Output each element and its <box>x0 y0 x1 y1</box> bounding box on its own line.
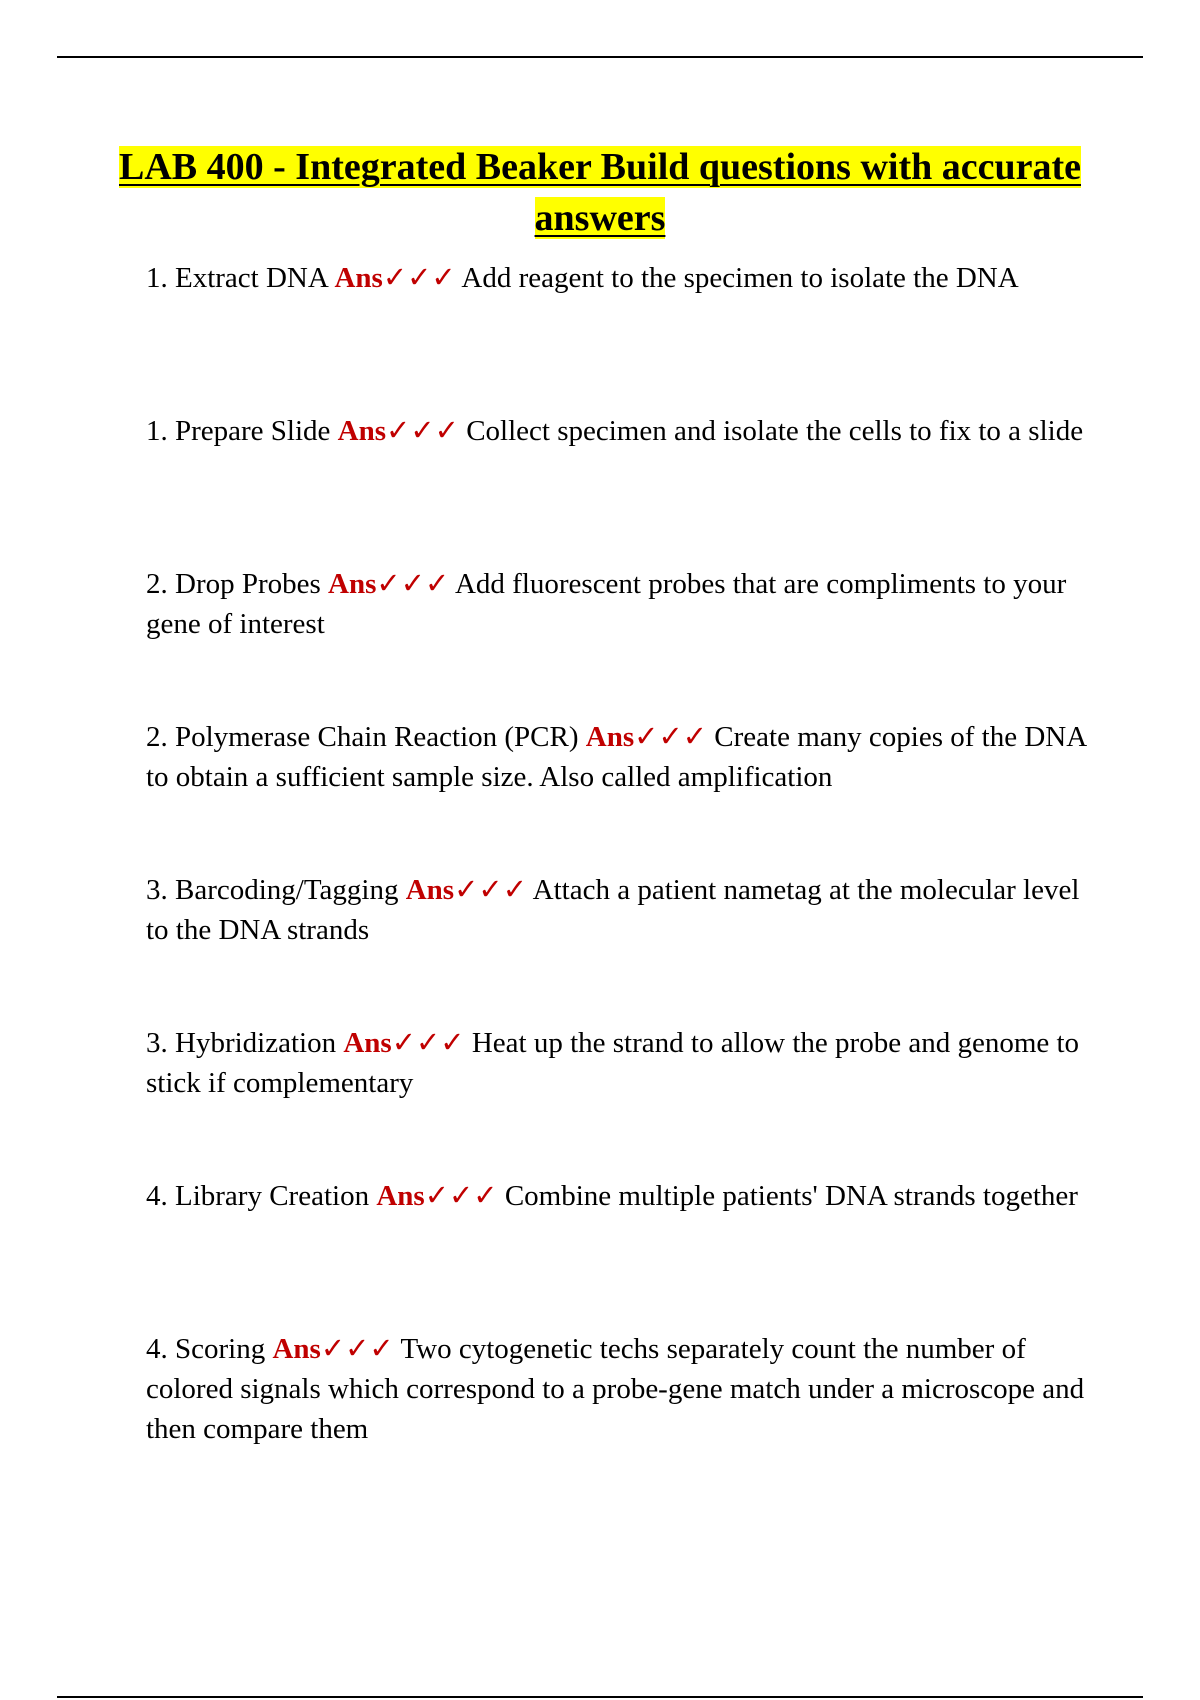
answer-text: Combine multiple patients' DNA strands together <box>504 1180 1078 1212</box>
answer-text: Collect specimen and isolate the cells to fix to a slide <box>466 415 1084 447</box>
answer-marker: Ans <box>405 874 455 906</box>
qa-item <box>146 717 1091 870</box>
answer-marker: Ans <box>328 568 377 600</box>
check-marks-icon: ✓✓✓ <box>634 721 708 753</box>
question-text: 3. Hybridization <box>146 1027 337 1059</box>
top-rule <box>57 56 1143 58</box>
question-text: 2. Drop Probes <box>146 568 321 600</box>
answer-marker: Ans <box>376 1180 425 1212</box>
answer-marker: Ans <box>343 1027 392 1059</box>
answer-marker: Ans <box>585 721 635 753</box>
page-title-text: LAB 400 - Integrated Beaker Build questions with accurate answers <box>119 146 1081 239</box>
question-text: 4. Library Creation <box>146 1180 370 1212</box>
check-marks-icon: ✓✓✓ <box>382 262 456 294</box>
answer-text: Add reagent to the specimen to isolate the DNA <box>461 262 1019 294</box>
check-marks-icon: ✓✓✓ <box>320 1333 394 1365</box>
qa-item <box>146 1023 1091 1176</box>
answer-text: Create many copies of the DNA to obtain a sufficient sample size. Also called amplification <box>146 721 1086 793</box>
page-title <box>100 142 1100 244</box>
qa-item <box>146 258 1091 411</box>
check-marks-icon: ✓✓✓ <box>454 874 527 906</box>
qa-list <box>146 258 1091 1482</box>
answer-marker: Ans <box>334 262 383 294</box>
qa-item <box>146 1329 1091 1482</box>
answer-text: Add fluorescent probes that are compliments to your gene of interest <box>146 568 1067 640</box>
question-text: 2. Polymerase Chain Reaction (PCR) <box>146 721 579 753</box>
question-text: 1. Extract DNA <box>146 262 328 294</box>
answer-marker: Ans <box>272 1333 321 1365</box>
check-marks-icon: ✓✓✓ <box>386 415 459 447</box>
qa-item <box>146 1176 1091 1329</box>
qa-item <box>146 564 1091 717</box>
qa-item <box>146 870 1091 1023</box>
check-marks-icon: ✓✓✓ <box>376 568 450 600</box>
answer-marker: Ans <box>337 415 387 447</box>
check-marks-icon: ✓✓✓ <box>391 1027 465 1059</box>
question-text: 4. Scoring <box>146 1333 266 1365</box>
check-marks-icon: ✓✓✓ <box>424 1180 498 1212</box>
answer-text: Heat up the strand to allow the probe and genome to stick if complementary <box>146 1027 1080 1099</box>
question-text: 3. Barcoding/Tagging <box>146 874 399 906</box>
qa-item <box>146 411 1091 564</box>
answer-text: Attach a patient nametag at the molecular level to the DNA strands <box>146 874 1080 946</box>
bottom-rule <box>57 1696 1143 1698</box>
question-text: 1. Prepare Slide <box>146 415 331 447</box>
answer-text: Two cytogenetic techs separately count the number of colored signals which correspond to a probe-gene match under a microscope and then compare them <box>146 1333 1085 1445</box>
